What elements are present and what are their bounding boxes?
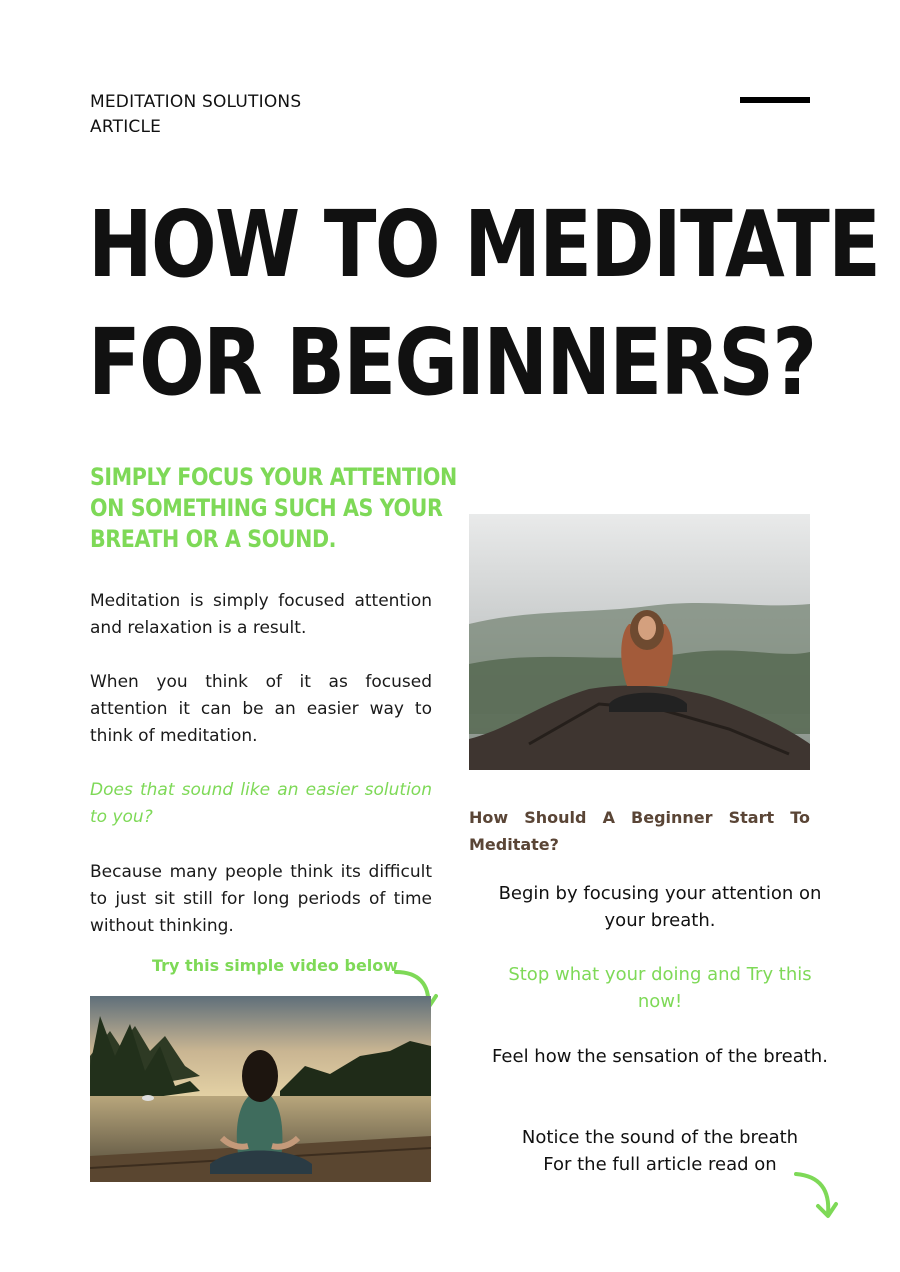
question-heading: How Should A Beginner Start To Meditate? bbox=[469, 808, 810, 854]
paragraph-difficulty: Because many people think its difficult to just sit still for long periods of time without thinking. bbox=[90, 862, 432, 936]
paragraph-definition: Meditation is simply focused attention and relaxation is a result. bbox=[90, 591, 432, 638]
instruction-sensation: Feel how the sensation of the breath. bbox=[492, 1046, 828, 1067]
subheadline-line-1: SIMPLY FOCUS YOUR ATTENTION bbox=[90, 463, 457, 491]
photo-mountain-meditation bbox=[469, 514, 810, 770]
subheadline-line-3: BREATH OR A SOUND. bbox=[90, 525, 337, 553]
paragraph-focused-attention: When you think of it as focused attention it can be an easier way to think of meditation. bbox=[90, 672, 432, 746]
instruction-breath: Begin by focusing your attention on your breath. bbox=[498, 883, 822, 931]
video-cta-text: Try this simple video below bbox=[152, 956, 399, 975]
instruction-sound-line: Notice the sound of the breath bbox=[521, 1127, 799, 1148]
subheadline bbox=[90, 462, 457, 555]
read-on-line: For the full article read on bbox=[543, 1154, 777, 1175]
paragraph-question: Does that sound like an easier solution to you? bbox=[90, 780, 432, 827]
curved-arrow-icon bbox=[792, 1168, 840, 1222]
subheadline-line-2: ON SOMETHING SUCH AS YOUR bbox=[90, 494, 443, 522]
title-line-2: FOR BEGINNERS? bbox=[88, 309, 816, 416]
kicker-line-2: ARTICLE bbox=[90, 117, 162, 137]
article-kicker bbox=[90, 90, 390, 140]
title-line-1: HOW TO MEDITATE bbox=[88, 191, 880, 298]
decorative-bar bbox=[740, 97, 810, 103]
instruction-try-now: Stop what your doing and Try this now! bbox=[508, 964, 812, 1012]
page-title bbox=[88, 186, 880, 422]
instruction-sound bbox=[490, 1124, 830, 1178]
kicker-line-1: MEDITATION SOLUTIONS bbox=[90, 92, 302, 112]
photo-lake-meditation bbox=[90, 996, 431, 1182]
